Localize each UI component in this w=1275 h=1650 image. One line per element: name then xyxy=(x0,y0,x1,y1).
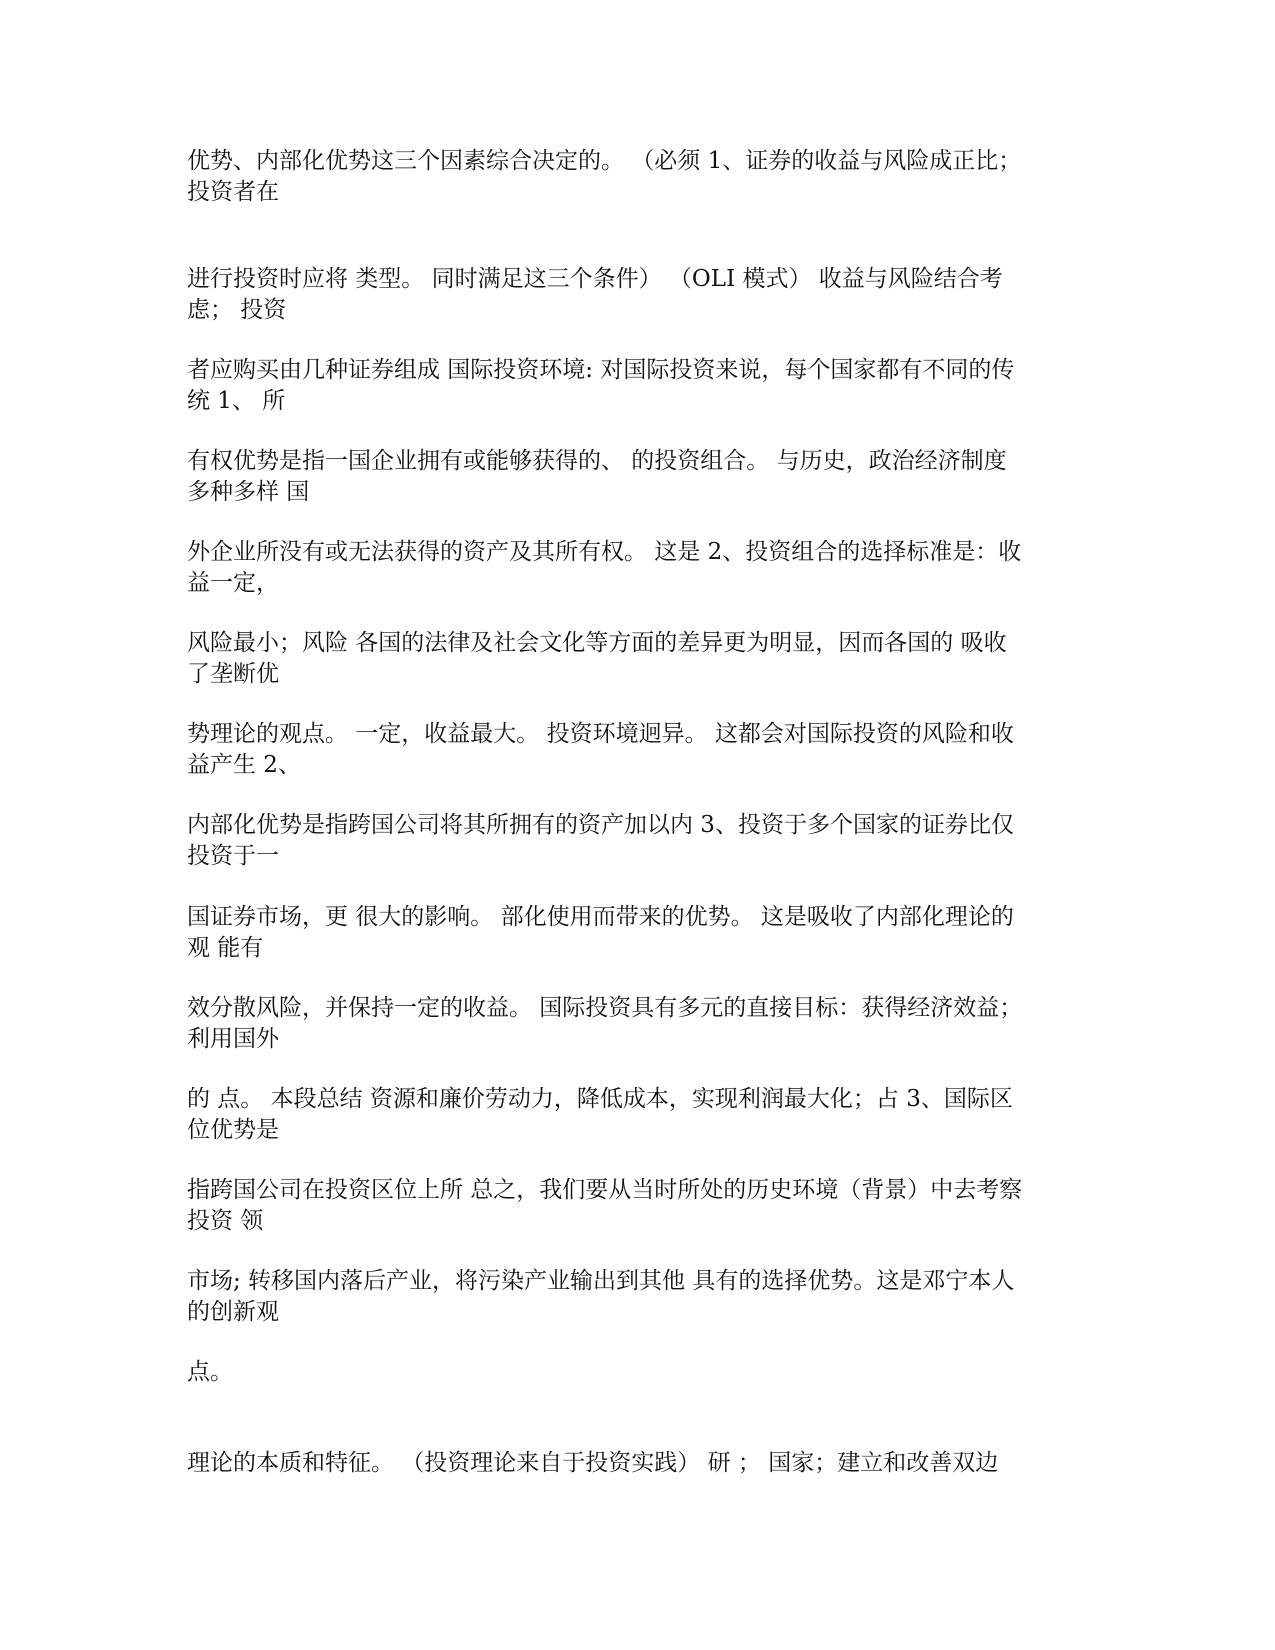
paragraph-1 xyxy=(187,146,1097,208)
line-2b: 虑； 投资 xyxy=(187,297,287,323)
paragraph-3 xyxy=(187,355,1097,417)
line-9a: 国证券市场，更 很大的影响。 部化使用而带来的优势。 这是吸收了内部化理论的 xyxy=(187,904,1014,930)
line-6b: 了垄断优 xyxy=(187,661,279,687)
line-5a: 外企业所没有或无法获得的资产及其所有权。 这是 2、投资组合的选择标准是：收 xyxy=(187,539,1022,565)
paragraph-14 xyxy=(187,1357,1097,1388)
line-10a: 效分散风险，并保持一定的收益。 国际投资具有多元的直接目标：获得经济效益； xyxy=(187,995,1023,1021)
line-10b: 利用国外 xyxy=(187,1026,279,1052)
paragraph-8 xyxy=(187,810,1097,872)
paragraph-10 xyxy=(187,993,1097,1055)
paragraph-4 xyxy=(187,446,1097,508)
line-11b: 位优势是 xyxy=(187,1117,279,1143)
line-14a: 点。 xyxy=(187,1359,233,1385)
line-5b: 益一定， xyxy=(187,570,279,596)
paragraph-11 xyxy=(187,1084,1097,1146)
line-11a: 的 点。 本段总结 资源和廉价劳动力，降低成本，实现利润最大化；占 3、国际区 xyxy=(187,1086,1013,1112)
line-12a: 指跨国公司在投资区位上所 总之，我们要从当时所处的历史环境（背景）中去考察 xyxy=(187,1177,1023,1203)
line-7a: 势理论的观点。 一定，收益最大。 投资环境迥异。 这都会对国际投资的风险和收 xyxy=(187,721,1014,747)
line-15a: 理论的本质和特征。 （投资理论来自于投资实践） 研 ； 国家；建立和改善双边 xyxy=(187,1450,999,1476)
paragraph-15 xyxy=(187,1448,1097,1479)
line-4b: 多种多样 国 xyxy=(187,479,310,505)
line-8b: 投资于一 xyxy=(187,843,279,869)
line-4a: 有权优势是指一国企业拥有或能够获得的、 的投资组合。 与历史，政治经济制度 xyxy=(187,448,1007,474)
line-13b: 的创新观 xyxy=(187,1299,279,1325)
line-1b: 投资者在 xyxy=(187,179,279,205)
line-1a: 优势、内部化优势这三个因素综合决定的。 （必须 1、证券的收益与风险成正比； xyxy=(187,148,1022,174)
paragraph-12 xyxy=(187,1175,1097,1237)
paragraph-5 xyxy=(187,537,1097,599)
paragraph-13 xyxy=(187,1266,1097,1328)
paragraph-6 xyxy=(187,628,1097,690)
line-13a: 市场; 转移国内落后产业，将污染产业输出到其他 具有的选择优势。这是邓宁本人 xyxy=(187,1268,1015,1294)
paragraph-7 xyxy=(187,719,1097,781)
paragraph-9 xyxy=(187,902,1097,964)
line-9b: 观 能有 xyxy=(187,935,264,961)
line-7b: 益产生 2、 xyxy=(187,752,301,778)
line-3a: 者应购买由几种证券组成 国际投资环境: 对国际投资来说，每个国家都有不同的传 xyxy=(187,357,1015,383)
line-6a: 风险最小；风险 各国的法律及社会文化等方面的差异更为明显，因而各国的 吸收 xyxy=(187,630,1007,656)
line-2a: 进行投资时应将 类型。 同时满足这三个条件） （OLI 模式） 收益与风险结合考 xyxy=(187,266,1003,292)
line-3b: 统 1、 所 xyxy=(187,388,286,414)
line-12b: 投资 领 xyxy=(187,1208,264,1234)
paragraph-2 xyxy=(187,264,1097,326)
line-8a: 内部化优势是指跨国公司将其所拥有的资产加以内 3、投资于多个国家的证券比仅 xyxy=(187,812,1014,838)
